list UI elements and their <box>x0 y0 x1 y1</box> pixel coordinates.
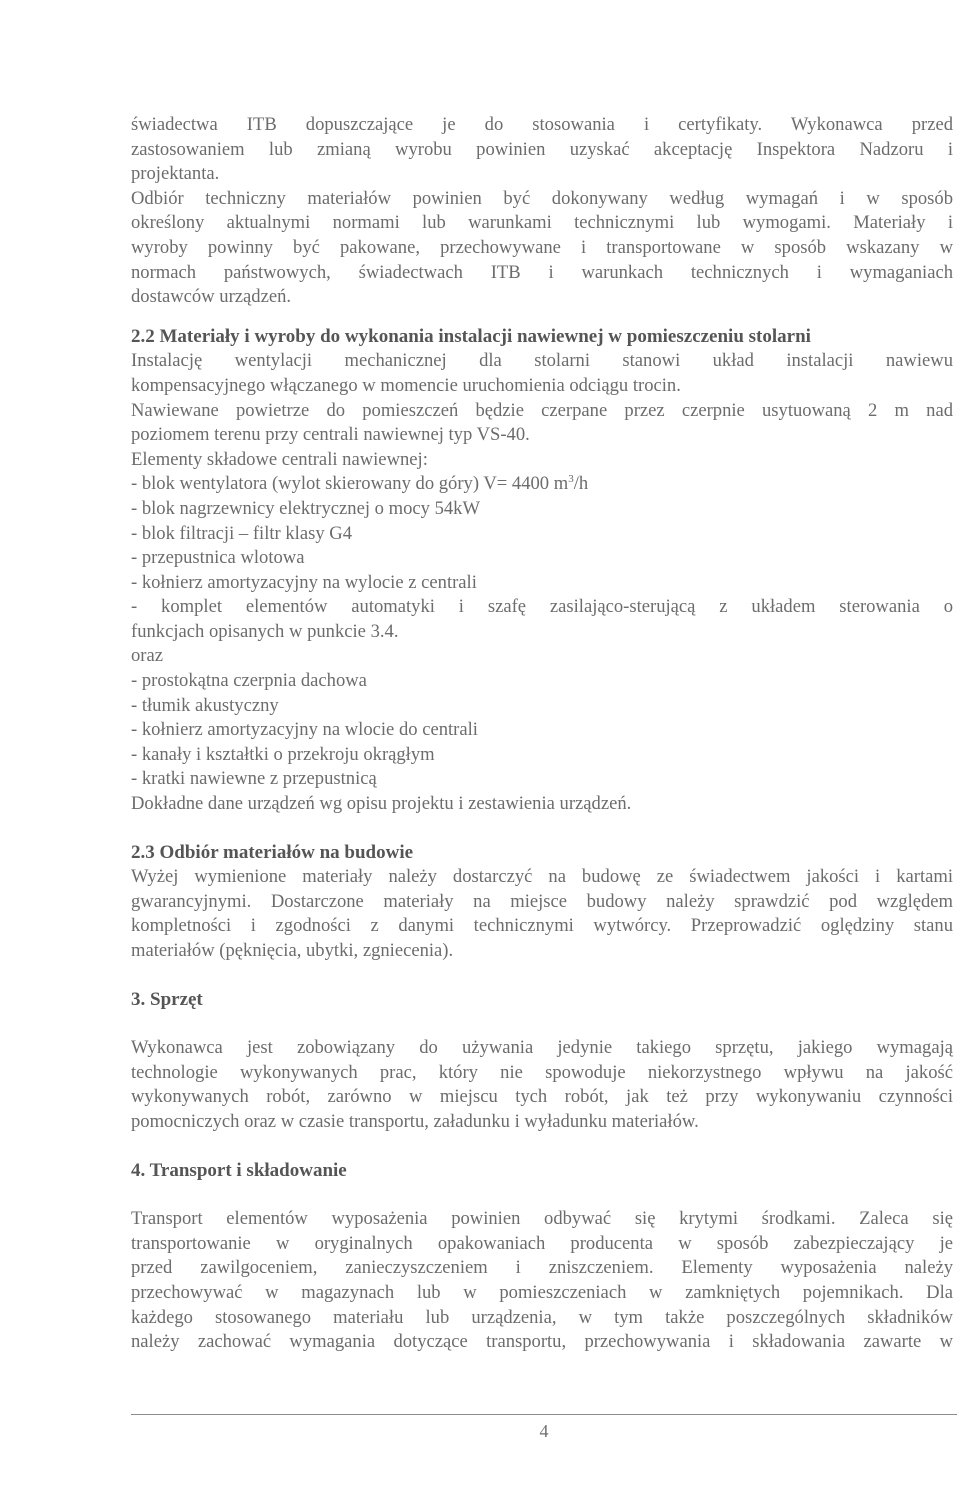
text-line: materiałów (pęknięcia, ubytki, zgniecenia). <box>131 940 454 961</box>
section-heading-3: 3. Sprzęt <box>131 988 203 1010</box>
oraz-label: oraz <box>131 645 163 667</box>
text-line: każdego stosowanego materiału lub urządzenia, w tym także poszczególnych składników <box>131 1306 953 1328</box>
footer-divider <box>131 1414 957 1415</box>
list-item-automation <box>131 595 953 644</box>
section-2-3-paragraph <box>131 865 953 963</box>
additional-components-list <box>131 669 953 792</box>
list-item: - blok wentylatora (wylot skierowany do góry) V= 4400 $m^3/h$ <box>131 473 589 495</box>
section-3-paragraph <box>131 1036 953 1134</box>
text-line: transportowanie w oryginalnych opakowaniach producenta w sposób zabezpieczający je <box>131 1232 953 1254</box>
text-line: technologie wykonywanych prac, który nie spowoduje niekorzystnego wpływu na jakość <box>131 1061 953 1083</box>
text-line: Nawiewane powietrze do pomieszczeń będzie czerpane przez czerpnie usytuowaną 2 m nad <box>131 399 953 421</box>
components-list <box>131 472 953 595</box>
text-line: świadectwa ITB dopuszczające je do stosowania i certyfikaty. Wykonawca przed <box>131 114 953 135</box>
text-line: wykonywanych robót, zarówno w miejscu tych robót, jak też przy wykonywaniu czynności <box>131 1086 953 1108</box>
text-line: Transport elementów wyposażenia powinien odbywać się krytymi środkami. Zaleca się <box>131 1208 953 1230</box>
document-page <box>131 113 953 1355</box>
text-line: przed zawilgoceniem, zanieczyszczeniem i zniszczeniem. Elementy wyposażenia należy <box>131 1257 953 1279</box>
section-2-2-paragraph-1 <box>131 349 953 398</box>
list-item: - blok filtracji – filtr klasy G4 <box>131 522 353 544</box>
text-line: Wykonawca jest zobowiązany do używania jedynie takiego sprzętu, jakiego wymagają <box>131 1037 953 1059</box>
text-line: funkcjach opisanych w punkcie 3.4. <box>131 620 399 642</box>
text-line: normach państwowych, świadectwach ITB i warunkach technicznych i wymaganiach <box>131 261 953 283</box>
page-number: 4 <box>539 1421 549 1441</box>
text-line: gwarancyjnymi. Dostarczone materiały na miejsce budowy należy sprawdzić pod względem <box>131 890 953 912</box>
text-line: dostawców urządzeń. <box>131 286 292 308</box>
list-item: - przepustnica wlotowa <box>131 547 305 569</box>
text-line: zastosowaniem lub zmianą wyrobu powinien uzyskać akceptację Inspektora Nadzoru i <box>131 138 953 160</box>
text-line: Wyżej wymienione materiały należy dostarczyć na budowę ze świadectwem jakości i kartami <box>131 866 953 888</box>
text-line: projektanta. <box>131 163 220 185</box>
text-line: kompletności i zgodności z danymi technicznymi wytwórcy. Przeprowadzić oględziny stanu <box>131 915 953 937</box>
text-line: określony aktualnymi normami lub warunkami technicznymi lub wymogami. Materiały i <box>131 212 953 234</box>
text-line: wyroby powinny być pakowane, przechowywane i transportowane w sposób wskazany w <box>131 236 953 258</box>
text-line: Odbiór techniczny materiałów powinien być dokonywany według wymagań i w sposób <box>131 187 953 209</box>
list-item: - prostokątna czerpnia dachowa <box>131 670 367 692</box>
intro-paragraph-2 <box>131 187 953 310</box>
section-heading-2-3: 2.3 Odbiór materiałów na budowie <box>131 841 414 863</box>
section-2-2-paragraph-2 <box>131 399 953 448</box>
section-heading-4: 4. Transport i składowanie <box>131 1159 347 1181</box>
list-item: - kanały i kształtki o przekroju okrągłym <box>131 743 435 765</box>
list-item: - blok nagrzewnicy elektrycznej o mocy 54kW <box>131 497 481 519</box>
components-intro: Elementy składowe centrali nawiewnej: <box>131 448 428 470</box>
list-item: - tłumik akustyczny <box>131 694 279 716</box>
text-line: Instalację wentylacji mechanicznej dla stolarni stanowi układ instalacji nawiewu <box>131 350 953 372</box>
section-4-paragraph <box>131 1207 953 1355</box>
text-line: poziomem terenu przy centrali nawiewnej typ VS-40. <box>131 424 530 446</box>
list-item: - kołnierz amortyzacyjny na wlocie do centrali <box>131 719 478 741</box>
text-line: - komplet elementów automatyki i szafę zasilająco-sterującą z układem sterowania o <box>131 596 953 618</box>
list-item: - kołnierz amortyzacyjny na wylocie z centrali <box>131 571 477 593</box>
text-line: należy zachować wymagania dotyczące transportu, przechowywania i składowania zawarte w <box>131 1331 953 1353</box>
intro-paragraph-1 <box>131 113 953 187</box>
section-2-2-closing: Dokładne dane urządzeń wg opisu projektu i zestawienia urządzeń. <box>131 793 632 815</box>
text-line: pomocniczych oraz w czasie transportu, załadunku i wyładunku materiałów. <box>131 1110 699 1132</box>
text-line: przechowywać w magazynach lub w pomieszczeniach w zamkniętych pojemnikach. Dla <box>131 1281 953 1303</box>
section-heading-2-2: 2.2 Materiały i wyroby do wykonania instalacji nawiewnej w pomieszczeniu stolarni <box>131 325 811 347</box>
list-item: - kratki nawiewne z przepustnicą <box>131 768 377 790</box>
text-line: kompensacyjnego włączanego w momencie uruchomienia odciągu trocin. <box>131 374 681 396</box>
